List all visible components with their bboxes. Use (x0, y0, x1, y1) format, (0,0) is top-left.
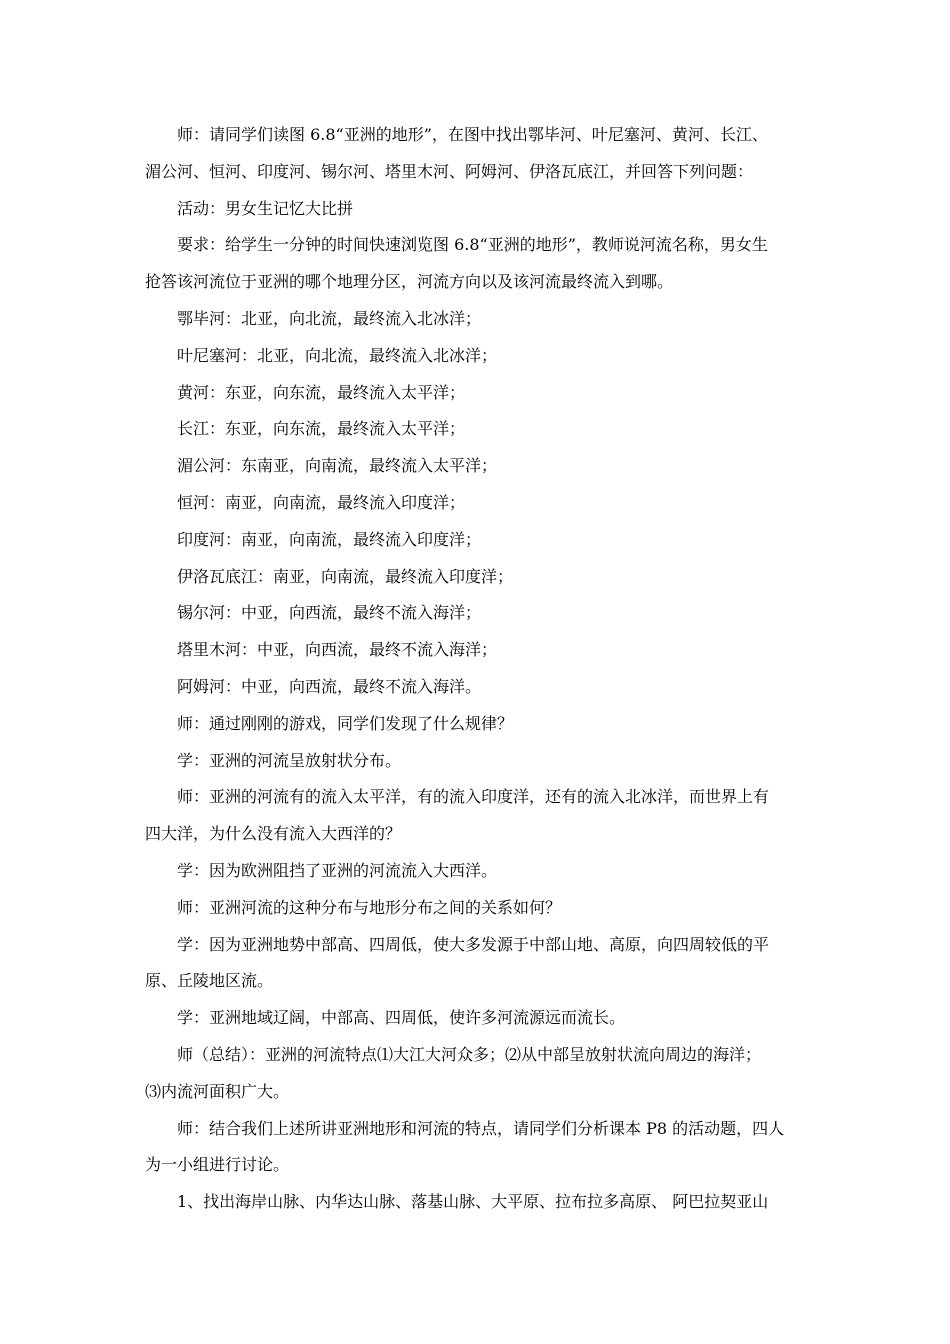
paragraph (145, 706, 809, 743)
paragraph (145, 1037, 809, 1111)
paragraph-line: 抢答该河流位于亚洲的哪个地理分区，河流方向以及该河流最终流入到哪。 (145, 272, 674, 292)
paragraph (145, 448, 809, 485)
paragraph (145, 743, 809, 780)
paragraph-line: 锡尔河：中亚，向西流，最终不流入海洋； (177, 603, 482, 623)
paragraph-line: 恒河：南亚，向南流，最终流入印度洋； (177, 492, 466, 512)
paragraph (145, 669, 809, 706)
paragraph (145, 338, 809, 375)
paragraph-line: 1、找出海岸山脉、内华达山脉、落基山脉、大平原、拉布拉多高原、 阿巴拉契亚山 (177, 1192, 769, 1212)
paragraph (145, 375, 809, 412)
paragraph (145, 1111, 809, 1185)
paragraph-line: 师：请同学们读图 6.8“亚洲的地形”，在图中找出鄂毕河、叶尼塞河、黄河、长江、 (177, 125, 768, 144)
paragraph-line: 师：通过刚刚的游戏，同学们发现了什么规律？ (177, 713, 514, 733)
document-body (145, 117, 809, 1221)
paragraph-line: 学：因为欧洲阻挡了亚洲的河流流入大西洋。 (177, 860, 498, 880)
paragraph (145, 1184, 809, 1221)
paragraph-line: 活动：男女生记忆大比拼 (177, 198, 354, 218)
paragraph (145, 117, 809, 191)
paragraph (145, 301, 809, 338)
paragraph (145, 779, 809, 853)
paragraph (145, 227, 809, 301)
paragraph-line: 原、丘陵地区流。 (145, 971, 274, 991)
paragraph-line: 黄河：东亚，向东流，最终流入太平洋； (177, 382, 466, 402)
paragraph-line: 学：亚洲地域辽阔，中部高、四周低，使许多河流源远而流长。 (177, 1008, 626, 1028)
paragraph-line: 伊洛瓦底江：南亚，向南流，最终流入印度洋； (177, 566, 514, 586)
paragraph-line: 叶尼塞河：北亚，向北流，最终流入北冰洋； (177, 345, 498, 365)
paragraph-line: 学：亚洲的河流呈放射状分布。 (177, 750, 402, 770)
paragraph-line: 师（总结）：亚洲的河流特点⑴大江大河众多；⑵从中部呈放射状流向周边的海洋； (177, 1044, 762, 1064)
paragraph-line: 鄂毕河：北亚，向北流，最终流入北冰洋； (177, 308, 482, 328)
paragraph (145, 485, 809, 522)
paragraph-line: 四大洋，为什么没有流入大西洋的？ (145, 824, 402, 844)
paragraph (145, 1000, 809, 1037)
paragraph (145, 890, 809, 927)
paragraph-line: 学：因为亚洲地势中部高、四周低，使大多发源于中部山地、高原，向四周较低的平 (177, 934, 770, 954)
paragraph-line: 阿姆河：中亚，向西流，最终不流入海洋。 (177, 676, 482, 696)
paragraph (145, 191, 809, 228)
paragraph (145, 522, 809, 559)
paragraph-line: ⑶内流河面积广大。 (145, 1081, 290, 1101)
paragraph-line: 为一小组进行讨论。 (145, 1155, 290, 1175)
paragraph-line: 师：亚洲的河流有的流入太平洋，有的流入印度洋，还有的流入北冰洋，而世界上有 (177, 787, 770, 807)
paragraph (145, 927, 809, 1001)
paragraph (145, 853, 809, 890)
paragraph-line: 塔里木河：中亚，向西流，最终不流入海洋； (177, 640, 498, 660)
paragraph-line: 师：结合我们上述所讲亚洲地形和河流的特点，请同学们分析课本 P8 的活动题，四人 (177, 1118, 785, 1138)
paragraph-line: 湄公河、恒河、印度河、锡尔河、塔里木河、阿姆河、伊洛瓦底江，并回答下列问题： (145, 161, 754, 181)
paragraph (145, 595, 809, 632)
paragraph-line: 印度河：南亚，向南流，最终流入印度洋； (177, 529, 482, 549)
paragraph-line: 要求：给学生一分钟的时间快速浏览图 6.8“亚洲的地形”，教师说河流名称，男女生 (177, 235, 768, 255)
paragraph-line: 师：亚洲河流的这种分布与地形分布之间的关系如何？ (177, 897, 562, 917)
paragraph-line: 长江：东亚，向东流，最终流入太平洋； (177, 419, 466, 439)
paragraph (145, 632, 809, 669)
paragraph (145, 559, 809, 596)
paragraph (145, 411, 809, 448)
paragraph-line: 湄公河：东南亚，向南流，最终流入太平洋； (177, 456, 498, 476)
